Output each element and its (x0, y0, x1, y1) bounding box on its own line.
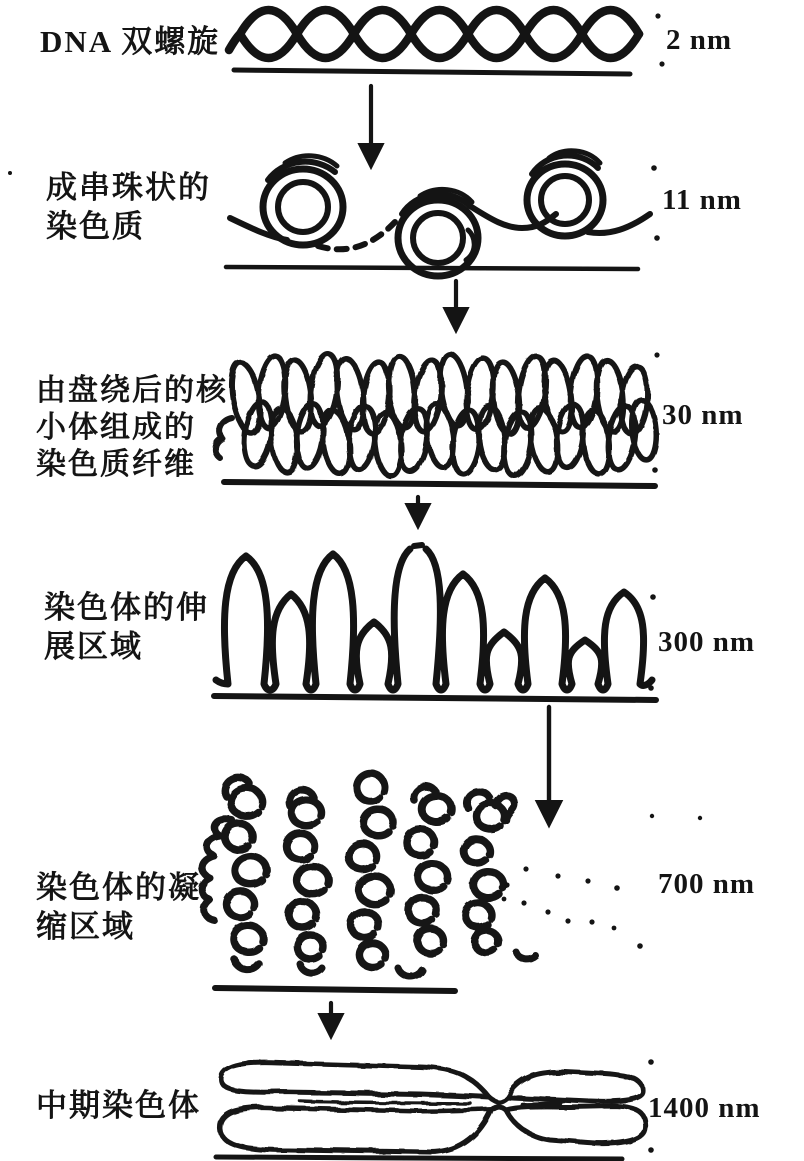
stage-label-beads (46, 168, 211, 246)
stage-label-line: 染色体的伸 (44, 590, 209, 625)
bottom-baseline (216, 1157, 622, 1159)
stage-label-line: 缩区域 (36, 909, 135, 944)
stage-label-extended (44, 588, 209, 666)
extended-loops-drawing (214, 545, 656, 700)
stage-label-condensed (36, 868, 201, 946)
condensed-region-drawing (202, 773, 536, 976)
stage-label-line: 染色体的凝 (36, 870, 201, 905)
stage-label-fiber (36, 372, 228, 483)
stage-label-line: 染色质 (46, 209, 145, 244)
stage-label-line: DNA 双螺旋 (40, 24, 221, 59)
stage-size-beads: 11 nm (662, 184, 742, 216)
stage-label-dna-helix (40, 22, 220, 61)
stage-size-fiber: 30 nm (662, 399, 744, 431)
nucleosome-beads-drawing (226, 151, 650, 276)
metaphase-chromosome-drawing (220, 1063, 645, 1152)
dot-scatter (8, 171, 702, 949)
stage-label-line: 成串珠状的 (46, 170, 211, 205)
stage-size-extended: 300 nm (658, 626, 756, 658)
stage-size-metaphase: 1400 nm (648, 1092, 761, 1124)
stage-label-line: 中期染色体 (36, 1088, 201, 1123)
chromatin-fiber-drawing (215, 353, 659, 478)
fiber-baseline (224, 482, 655, 486)
stage-size-condensed: 700 nm (658, 868, 756, 900)
stage-label-line: 由盘绕后的核 (36, 374, 228, 407)
stage-size-dna-helix: 2 nm (666, 24, 733, 56)
stage-label-line: 小体组成的 (36, 411, 196, 444)
dna-helix-drawing (229, 10, 639, 74)
stage-label-line: 展区域 (44, 629, 143, 664)
stage-label-line: 染色质纤维 (36, 448, 196, 481)
condensed-baseline (215, 988, 455, 991)
stage-label-metaphase (36, 1086, 201, 1125)
